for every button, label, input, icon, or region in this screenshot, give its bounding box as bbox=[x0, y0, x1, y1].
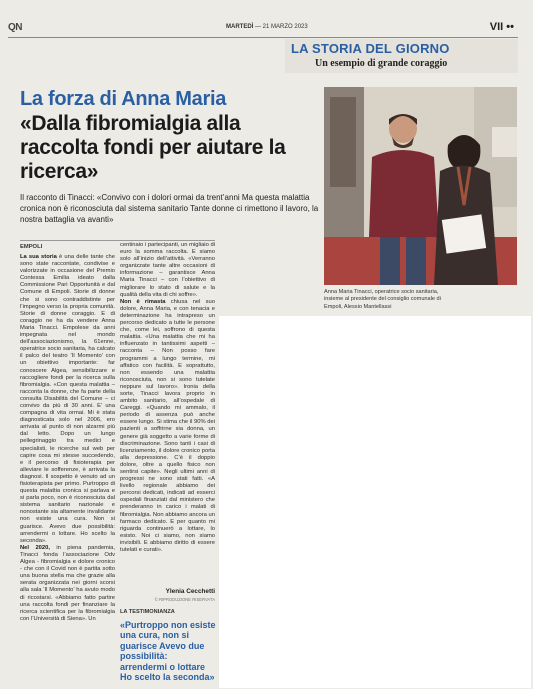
article-overline: La forza di Anna Maria bbox=[20, 88, 227, 110]
article-column-1 bbox=[20, 254, 115, 684]
photo-illustration bbox=[324, 87, 517, 285]
author-byline: Ylenia Cecchetti bbox=[165, 588, 215, 595]
dateline-place: EMPOLI bbox=[20, 244, 43, 250]
copyright-notice: © RIPRODUZIONE RISERVATA bbox=[154, 597, 215, 602]
dateline bbox=[226, 24, 308, 30]
header-divider bbox=[8, 37, 518, 38]
section-subtitle: Un esempio di grande coraggio bbox=[315, 58, 448, 69]
body-text: in piena pandemia, Tinacci fonda l’associazione Odv Algea - fibromialgia e dolore cronico - che con il Covid non è partita sotto una buona stella ma che grazie alla serata organizzata nei giorni scorsi alla sala ‘Il Momento’ ha avuto modo di ricostarsi. «Abbiamo fatto partire una raccolta fondi per finanziare la ricerca scientifica per la fibromialgia con l’Università di Siena». Un bbox=[20, 544, 115, 622]
photo-caption: Anna Maria Tinacci, operatrice socio sanitaria, insieme al presidente del consiglio comunale di Empoli, Alessio Mantellassi bbox=[324, 289, 441, 310]
pull-quote: «Purtroppo non esiste una cura, non si guarisce Avevo due possibilità: arrendermi o lottare Ho scelto la seconda» bbox=[120, 620, 216, 683]
lead-in: Non è rimasta bbox=[120, 298, 166, 305]
newspaper-logo: QN bbox=[8, 22, 22, 33]
section-banner bbox=[285, 39, 518, 73]
article-photo bbox=[324, 87, 517, 285]
article-headline: «Dalla fibromialgia alla raccolta fondi per aiutare la ricerca» bbox=[20, 112, 286, 183]
weekday: MARTEDÌ bbox=[226, 24, 254, 30]
quote-label: LA TESTIMONIANZA bbox=[120, 609, 175, 615]
page-header bbox=[8, 22, 516, 36]
blank-area bbox=[219, 316, 531, 688]
lead-in: Nel 2020, bbox=[20, 544, 50, 551]
article-column-2 bbox=[120, 242, 215, 588]
article-subhead: Il racconto di Tinacci: «Convivo con i dolori ormai da trent’anni Ma questa malattia cronica non è riconosciuta dal sistema sanitario Tante donne ci rimettono il lavoro, la nostra battaglia va avanti» bbox=[20, 193, 319, 224]
date: — 21 MARZO 2023 bbox=[255, 24, 308, 30]
body-text: centinaio i partecipanti, un migliaio di euro la somma raccolta. E siamo solo all’inizio dell’attività. «Verranno organizzate tante altre occasioni di informazione – garantisce Anna Maria Tinacci – con l’obiettivo di migliorare lo stato di salute e la qualità della vita di chi soffre». bbox=[120, 242, 215, 298]
lead-in: La sua storia bbox=[20, 254, 57, 260]
body-text: è una delle tante che sono state raccontate, condivise e valorizzate in occasione del Premio Contessa Emilia ideato dalla Commissione Pari Opportunità e dal Comune di Empoli. Storie di donne che si sono contraddistinte per l’impegno verso la propria comunità. Storie di donne coraggio. E di coraggio ne ha da vendere Anna Maria Tinacci. Empolese da anni impegnata nel mondo dell’associazionismo, la 61enne, operatrice socio sanitaria, ha calcato il palco del teatro ‘Il Momento’ con un obiettivo importante: far conoscere Algea, sensibilizzare e raccogliere fondi per la ricerca sulla fibromialgia. «Con questa malattia – racconta la donne, che fa parte della consulta Disabilità del Comune – ci convivo da più di 30 anni. E’ una compagna di vita ormai. Mi è stata diagnosticata solo nel 2006, ero arrivata al punto di non alzarmi più dal letto. Dopo un lungo pellegrinaggio tra medici e specialisti, le ricerche sul web per capire cosa mi stesse succedendo, e il percorso di fisioterapia per alleviare le sofferenze, è arrivata la diagnosi. Il sospetto è venuto ad un fisioterapista per primo. Purtroppo di questa malattia cronica si parlava e si parla poco, non è riconosciuta dal sistema sanitario nazionale e nonostante sia altamente invalidante non esiste una cura. Non si guarisce. Avevo due possibilità: arrendermi o lottare. Ho scelto la seconda». bbox=[20, 254, 115, 544]
section-title: LA STORIA DEL GIORNO bbox=[291, 41, 450, 56]
column-divider bbox=[20, 240, 215, 241]
page-number: VII •• bbox=[489, 21, 514, 33]
body-text: chiusa nel suo dolore, Anna Maria, e con tenacia e determinazione ha intrapreso un percorso dedicato a tutte le persone che, come lei, soffrono di questa malattia. «Una malattia che mi ha influenzato in tantissimi aspetti – racconta – Non posso fare programmi a lungo termine, mi affatico con facilità. E soprattutto, non essendo una malattia riconosciuta, non si sono tutelate neppure sul lavoro». Ironia della sorte, Tinacci lavora proprio in ambito sanitario, all’ospedale di Careggi. «Quando mi ammalo, il periodo di assenza può anche essere lungo. Si stima che il 90% dei pazienti a soffrirne sia donna, un genere già soggetto a varie forme di discriminazione. Sono tanti i casi di licenziamento, il dolore cronico porta alla depressione. C’è il doppio dolore, oltre a quello fisico non sentirsi capite». Negli ultimi anni di progressi ne sono stati fatti. «A livello regionale abbiamo dei percorsi dedicati, indicati ad esserci ospedali finanziati dal ministero che prenderanno in carico i malati di fibromialgia. Non abbiamo ancora un farmaco dedicato. E per quanto mi riguarda continuerò a lottare, lo esisto. Noi ci siamo, non siamo invisibili. E abbiamo diritto di essere tutelati e curati». bbox=[120, 298, 215, 554]
